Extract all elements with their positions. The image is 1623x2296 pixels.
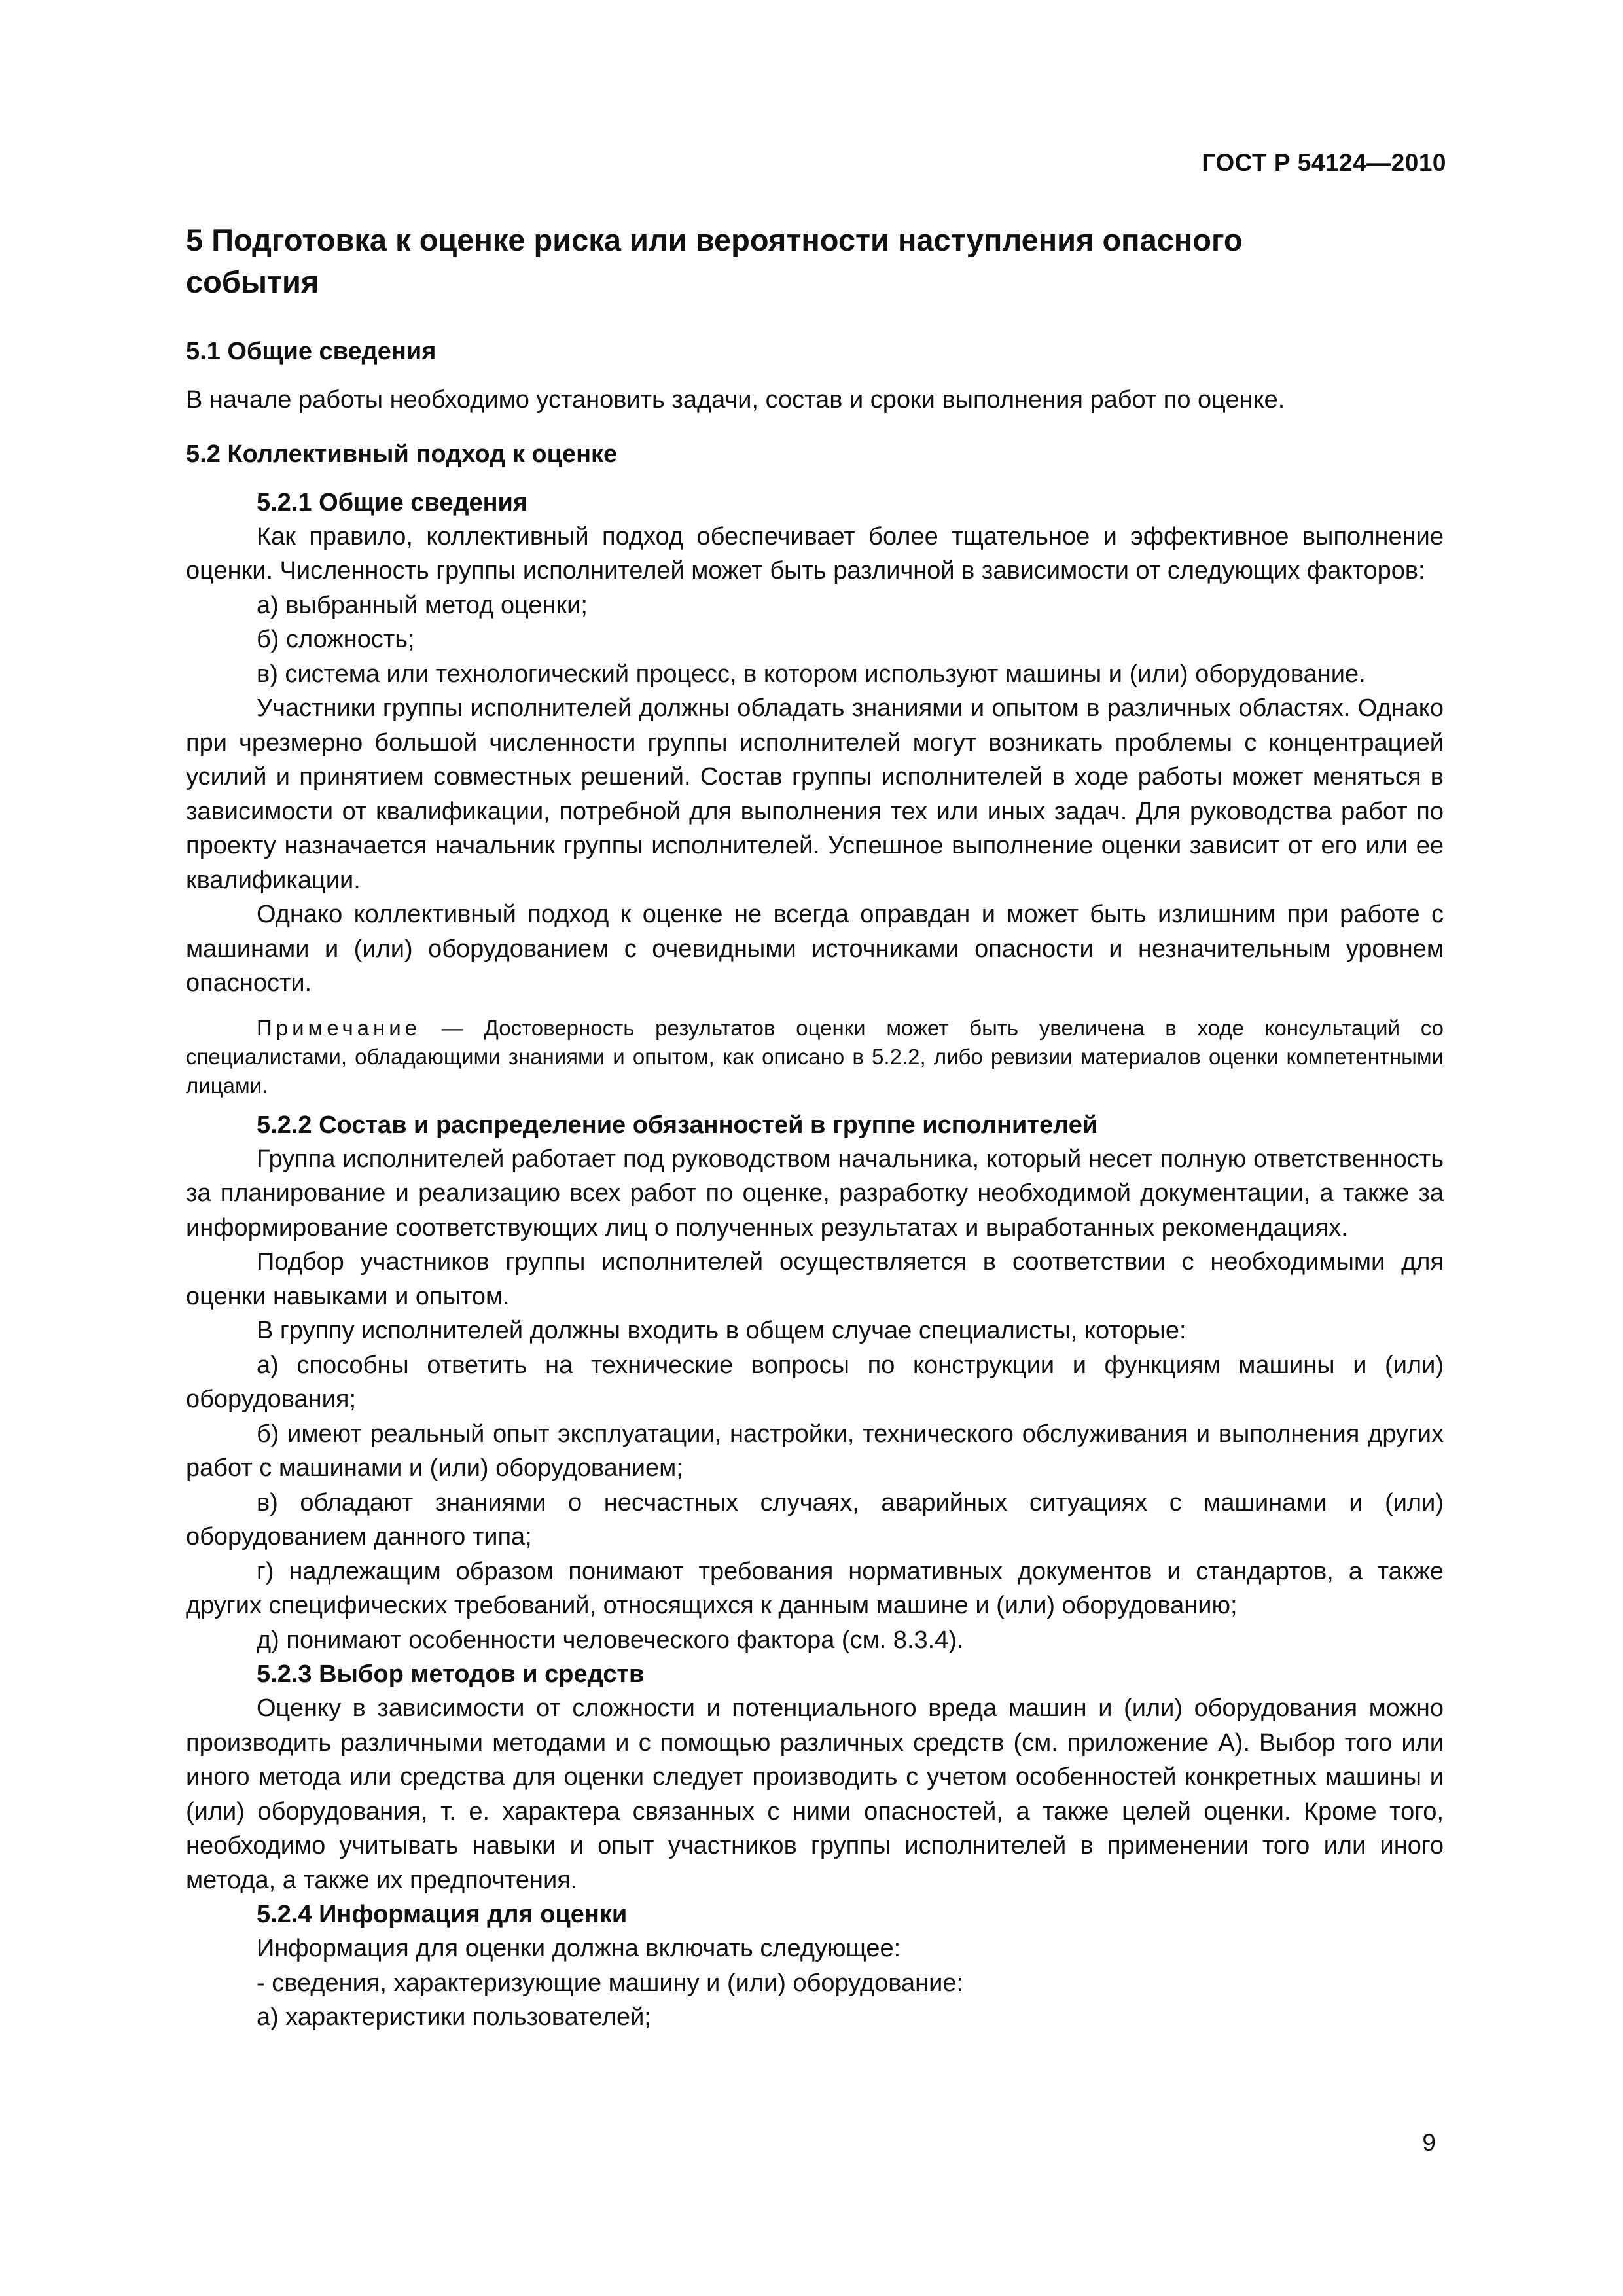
list-item-5-2-2-e: д) понимают особенности человеческого фактора (см. 8.3.4). bbox=[257, 1626, 964, 1654]
list-item-5-2-4-dash: - сведения, характеризующие машину и (или) оборудование: bbox=[257, 1969, 964, 1997]
paragraph-5-2-1-team: Участники группы исполнителей должны обладать знаниями и опытом в различных областях. Однако при чрезмерно большой численности группы исполнителей могут возникать проблемы с концентрацией усилий и принятием совместных решений. Состав группы исполнителей в ходе работы может меняться в зависимости от квалификации, потребной для выполнения тех или иных задач. Для руководства работ по проекту назначается начальник группы исполнителей. Успешное выполнение оценки зависит от его или ее квалификации. bbox=[186, 694, 1444, 894]
note-text: — Достоверность результатов оценки может быть увеличена в ходе консультаций со специалистами, обладающими знаниями и опытом, как описано в 5.2.2, либо ревизии материалов оценки компетентными лицами. bbox=[186, 1015, 1444, 1098]
note-label: Примечание bbox=[257, 1015, 421, 1040]
list-item-5-2-1-b: б) сложность; bbox=[257, 626, 415, 653]
paragraph-5-2-2-leader: Группа исполнителей работает под руководством начальника, который несет полную ответственность за планирование и реализацию всех работ по оценке, разработку необходимой документации, а также за информирование соответствующих лиц о полученных результатах и выработанных рекомендациях. bbox=[186, 1145, 1444, 1242]
list-item-5-2-2-a: а) способны ответить на технические вопросы по конструкции и функциям машины и (или) оборудования; bbox=[186, 1351, 1444, 1413]
paragraph-5-2-4: Информация для оценки должна включать следующее: bbox=[257, 1935, 901, 1962]
paragraph-5-2-3: Оценку в зависимости от сложности и потенциального вреда машин и (или) оборудования можно производить различными методами и с помощью различных средств (см. приложение А). Выбор того или иного метода или средства для оценки следует производить с учетом особенностей конкретных машины и (или) оборудования, т. е. характера связанных с ними опасностей, а также целей оценки. Кроме того, необходимо учитывать навыки и опыт участников группы исполнителей в применении того или иного метода, а также их предпочтения. bbox=[186, 1695, 1444, 1894]
page-number: 9 bbox=[1422, 2129, 1436, 2156]
list-item-5-2-1-a: а) выбранный метод оценки; bbox=[257, 591, 588, 619]
heading-5-2: 5.2 Коллективный подход к оценке bbox=[186, 440, 618, 468]
note-5-2-1 bbox=[186, 1014, 1444, 1100]
list-item-5-2-2-c: в) обладают знаниями о несчастных случаях, аварийных ситуациях с машинами и (или) оборудованием данного типа; bbox=[186, 1488, 1444, 1551]
page-content bbox=[186, 219, 1444, 2035]
list-item-5-2-2-b: б) имеют реальный опыт эксплуатации, настройки, технического обслуживания и выполнения других работ с машинами и (или) оборудованием; bbox=[186, 1420, 1444, 1482]
heading-5-2-4: 5.2.4 Информация для оценки bbox=[257, 1901, 628, 1928]
paragraph-5-2-2-selection: Подбор участников группы исполнителей осуществляется в соответствии с необходимыми для оценки навыками и опытом. bbox=[186, 1248, 1444, 1310]
heading-5-1: 5.1 Общие сведения bbox=[186, 338, 437, 365]
paragraph-5-2-1-intro: Как правило, коллективный подход обеспечивает более тщательное и эффективное выполнение оценки. Численность группы исполнителей может быть различной в зависимости от следующих факторов: bbox=[186, 522, 1444, 584]
paragraph-5-1: В начале работы необходимо установить задачи, состав и сроки выполнения работ по оценке. bbox=[186, 386, 1285, 414]
section-title-line-2: события bbox=[186, 264, 319, 299]
heading-5-2-3: 5.2.3 Выбор методов и средств bbox=[257, 1660, 645, 1688]
section-title bbox=[186, 219, 1444, 303]
list-item-5-2-4-a: а) характеристики пользователей; bbox=[257, 2003, 651, 2031]
heading-5-2-1: 5.2.1 Общие сведения bbox=[257, 488, 528, 516]
heading-5-2-2: 5.2.2 Состав и распределение обязанностей в группе исполнителей bbox=[257, 1111, 1098, 1139]
list-item-5-2-1-c: в) система или технологический процесс, в котором используют машины и (или) оборудование. bbox=[257, 660, 1366, 688]
list-item-5-2-2-d: г) надлежащим образом понимают требования нормативных документов и стандартов, а также других специфических требований, относящихся к данным машине и (или) оборудованию; bbox=[186, 1557, 1444, 1619]
document-id-header: ГОСТ Р 54124—2010 bbox=[1202, 149, 1446, 176]
section-title-line-1: 5 Подготовка к оценке риска или вероятности наступления опасного bbox=[186, 223, 1243, 257]
paragraph-5-2-2-members: В группу исполнителей должны входить в общем случае специалисты, которые: bbox=[257, 1317, 1186, 1344]
paragraph-5-2-1-limits: Однако коллективный подход к оценке не всегда оправдан и может быть излишним при работе с машинами и (или) оборудованием с очевидными источниками опасности и незначительным уровнем опасности. bbox=[186, 901, 1444, 997]
